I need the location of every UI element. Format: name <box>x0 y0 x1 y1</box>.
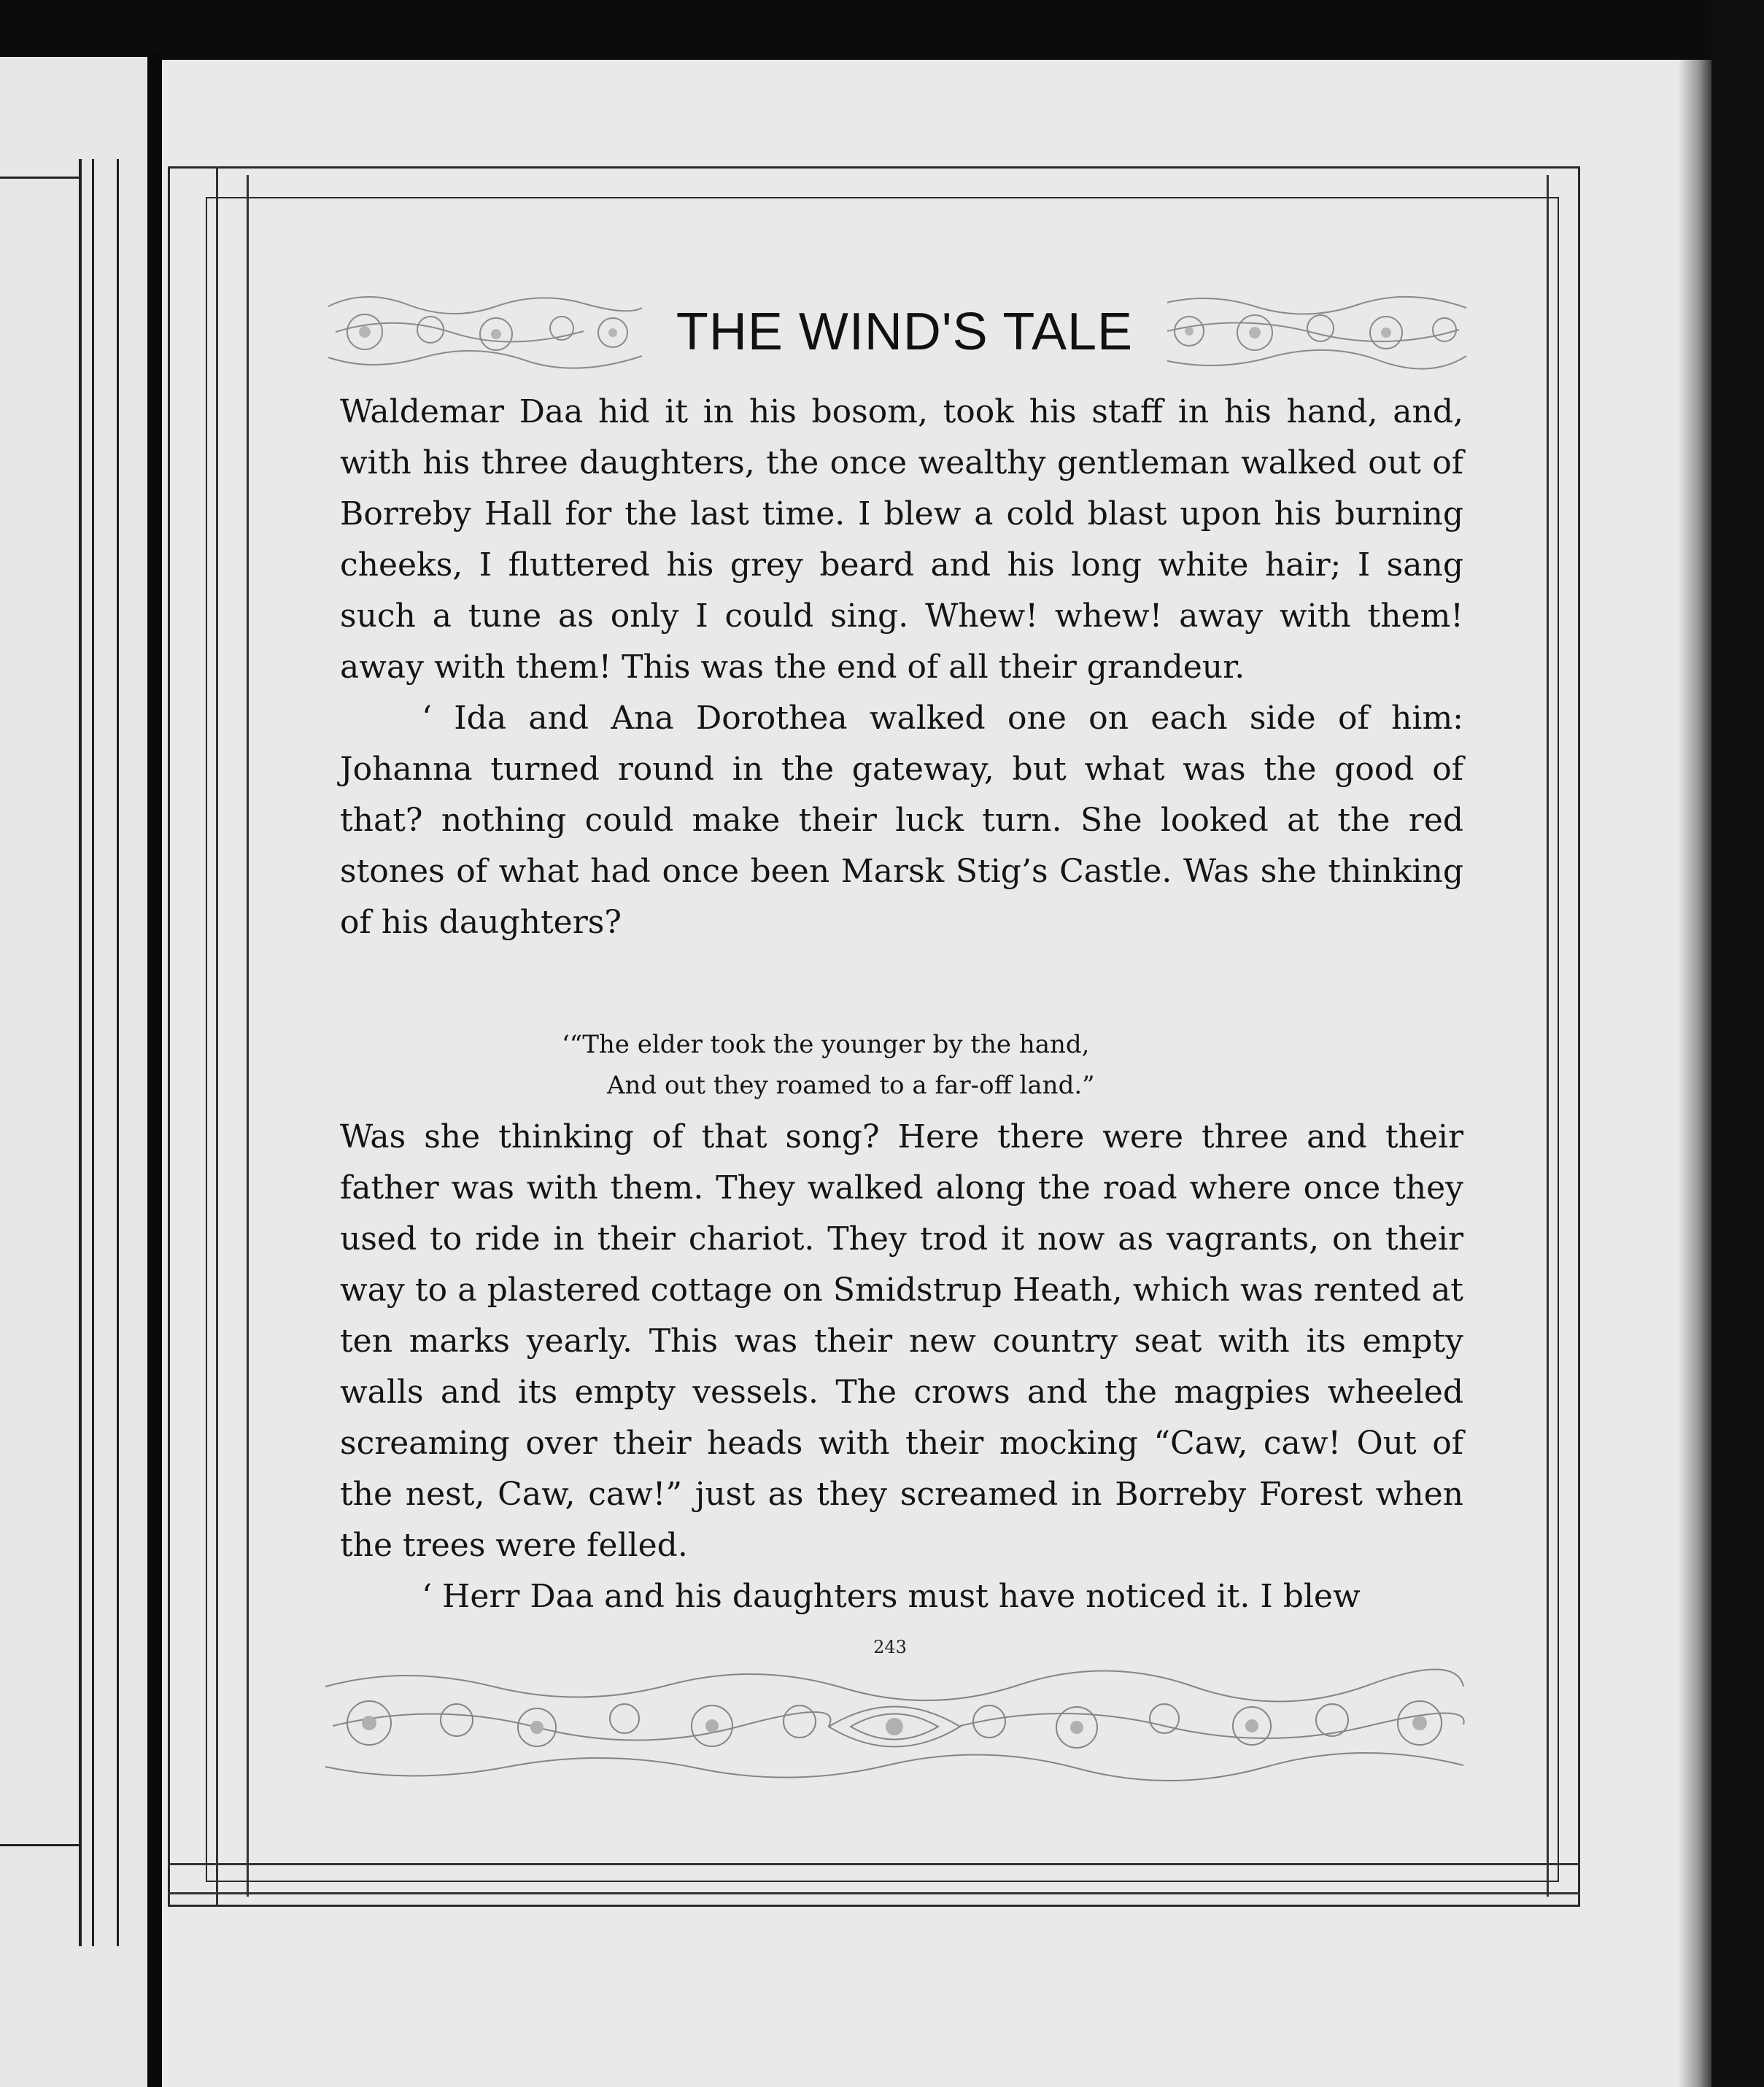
book-gutter <box>147 51 162 2087</box>
scan-edge-right <box>1711 0 1764 2087</box>
verse-quote <box>562 1024 1218 1106</box>
page-number: 243 <box>873 1637 907 1657</box>
page-title: THE WIND'S TALE <box>642 292 1167 372</box>
frame-rule <box>247 175 249 1897</box>
paragraph: Waldemar Daa hid it in his bosom, took his staff in his hand, and, with his three daughters, the once wealthy gentleman walked out of Borreby Hall for the last time. I blew a cold blast upon his burning cheeks, I fluttered his grey beard and his long white hair; I sang such a tune as only I could sing. Whew! whew! away with them! away with them! This was the end of all their grandeur. <box>340 393 1463 686</box>
facing-page-edge <box>0 57 147 2087</box>
body-text-top <box>340 387 1463 948</box>
paragraph: Was she thinking of that song? Here there were three and their father was with them. They walked along the road where once they used to ride in their chariot. They trod it now as vagrants, on their way to a plastered cottage on Smidstrup Heath, which was rented at ten marks yearly. This was their new country seat with its empty walls and its empty vessels. The crows and the magpies wheeled screaming over their heads with their mocking “Caw, caw! Out of the nest, Caw, caw!” just as they screamed in Borreby Forest when the trees were felled. <box>340 1118 1463 1564</box>
facing-page-rule <box>0 177 80 179</box>
frame-rule <box>1547 175 1549 1897</box>
facing-page-rule <box>79 159 82 1946</box>
paragraph: ‘ Ida and Ana Dorothea walked one on each side of him: Johanna turned round in the gateway, but what was the good of that? nothing could make their luck turn. She looked at the red stones of what had once been Marsk Stig’s Castle. Was she thinking of his daughters? <box>340 700 1463 941</box>
footer-ornament-graphic <box>318 1665 1471 1787</box>
facing-page-rule <box>0 1844 80 1846</box>
footer-ornament <box>318 1665 1471 1787</box>
page-edge-shadow <box>1678 60 1711 2087</box>
frame-rule <box>216 166 218 1907</box>
frame-rule <box>168 1892 1580 1894</box>
facing-page-rule <box>117 159 119 1946</box>
scan-edge-top <box>0 0 1764 60</box>
body-text-bottom <box>340 1112 1463 1622</box>
frame-rule <box>168 1863 1580 1865</box>
facing-page-rule <box>92 159 94 1946</box>
paragraph: ‘ Herr Daa and his daughters must have noticed it. I blew <box>422 1578 1361 1615</box>
verse-line: ‘“The elder took the younger by the hand, <box>562 1030 1090 1059</box>
verse-line: And out they roamed to a far-off land.” <box>607 1071 1095 1100</box>
